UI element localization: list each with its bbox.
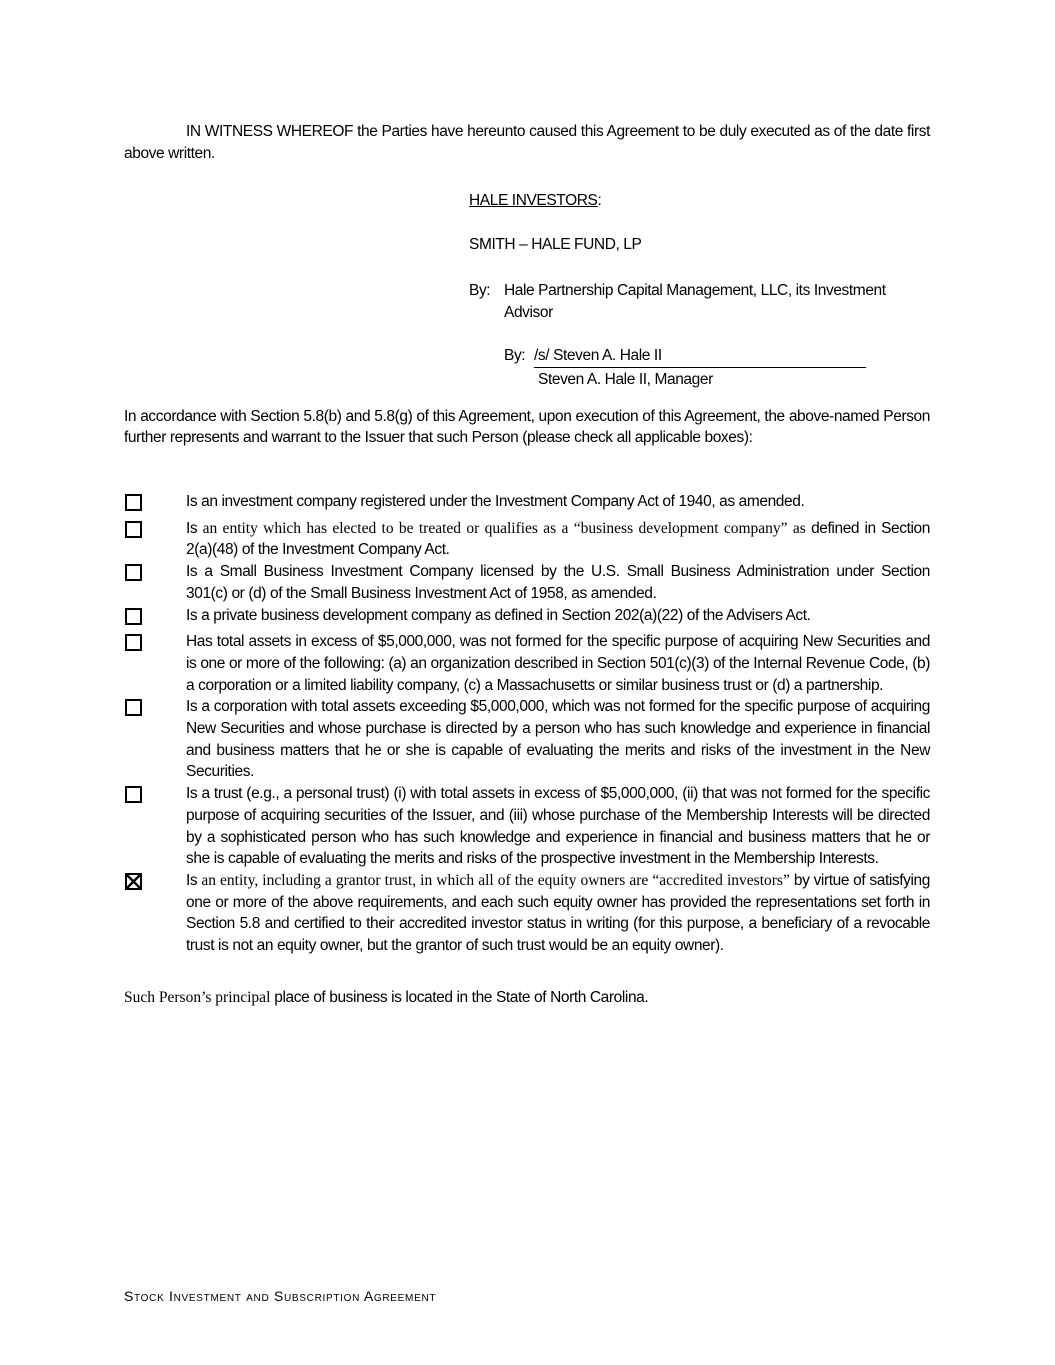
checkbox[interactable] xyxy=(125,521,142,538)
signature-heading-text: HALE INVESTORS xyxy=(469,192,598,210)
checklist-item-entity-accredited-investors xyxy=(124,870,930,957)
checkbox-cell xyxy=(124,696,186,783)
checkbox-cell xyxy=(124,783,186,870)
item-text-lead: Is a Small Business Investment Company licensed by the U.S. Small Business Administration under Section 301(c) or (d) of the Small Business Investment Act of 1958, as amended. xyxy=(186,563,930,602)
signature-line[interactable]: /s/ Steven A. Hale II xyxy=(534,345,866,368)
checklist-item-text xyxy=(186,491,930,518)
checklist-item-small-business-investment-company xyxy=(124,561,930,604)
checklist-item-text xyxy=(186,561,930,604)
item-text-lead: Is a trust (e.g., a personal trust) (i) with total assets in excess of $5,000,000, (ii) that was not formed for the specific purpose of acquiring securities of the Issuer, and (iii) whose purchase of the Membership Interests will be directed by a sophisticated person who has such knowledge and experience in financial and business matters that he or she is capable of evaluating the merits and risks of the prospective investment in the Membership Interests. xyxy=(186,785,930,868)
checkbox-cell xyxy=(124,561,186,604)
checklist-item-text xyxy=(186,696,930,783)
checklist-item-text xyxy=(186,631,930,696)
item-text-lead: Is xyxy=(186,871,202,889)
by-label: By: xyxy=(469,281,491,299)
principal-place-paragraph xyxy=(124,987,930,1009)
by-line-advisor xyxy=(469,280,930,323)
checklist-item-business-development-company xyxy=(124,518,930,561)
checkbox-cell xyxy=(124,491,186,518)
checkbox[interactable] xyxy=(125,786,142,803)
checkbox[interactable] xyxy=(125,564,142,581)
witness-paragraph: IN WITNESS WHEREOF the Parties have hereunto caused this Agreement to be duly executed as of the date first above written. xyxy=(124,123,930,162)
document-footer-title: Stock Investment and Subscription Agreement xyxy=(124,1288,437,1304)
checkbox-cell xyxy=(124,870,186,957)
checkbox[interactable] xyxy=(125,494,142,511)
by-label-2: By: xyxy=(504,347,526,365)
checklist-item-text xyxy=(186,783,930,870)
item-text-rest: by virtue of satisfying one or more of the above requirements, and each such equity owner has provided the representations set forth in Section 5.8 and certified to their accredited investor status in writing (for this purpose, a beneficiary of a revocable trust is not an equity owner, but the grantor of such trust would be an equity owner). xyxy=(186,871,931,955)
checklist-item-corporation xyxy=(124,696,930,783)
item-text-lead: Is xyxy=(186,519,203,537)
item-text-lead: Is an investment company registered under the Investment Company Act of 1940, as amended. xyxy=(186,493,805,511)
signature-heading-colon: : xyxy=(597,192,602,210)
checklist-item-text xyxy=(186,605,930,632)
closing-sans-part: place of business is located in the State of North Carolina. xyxy=(274,988,649,1006)
signature-heading xyxy=(469,190,930,212)
checklist-item-investment-company xyxy=(124,491,930,518)
item-text-rest: defined in Section 2(a)(48) of the Investment Company Act. xyxy=(186,519,930,559)
item-text-lead: Is a private business development company as defined in Section 202(a)(22) of the Advisers Act. xyxy=(186,606,811,624)
advisor-name: Hale Partnership Capital Management, LLC, its Investment Advisor xyxy=(504,281,886,321)
item-text-serif: an entity, including a grantor trust, in which all of the equity owners are “accredited investors” xyxy=(201,871,794,889)
item-text-lead: Is a corporation with total assets exceeding $5,000,000, which was not formed for the specific purpose of acquiring New Securities and whose purchase is directed by a person who has such knowledge and experience in financial and business matters that he or she is capable of evaluating the merits and risks of the investment in the New Securities. xyxy=(186,698,930,781)
signer-name: Steven A. Hale II, Manager xyxy=(538,370,713,388)
checkbox[interactable] xyxy=(125,634,142,651)
checklist-item-trust xyxy=(124,783,930,870)
checkbox-cell xyxy=(124,518,186,561)
item-text-lead: Has total assets in excess of $5,000,000, was not formed for the specific purpose of acquiring New Securities and is one or more of the following: (a) an organization described in Section 501(c)(3) of the Internal Revenue Code, (b) a corporation or a limited liability company, (c) a Massachusetts or similar business trust or (d) a partnership. xyxy=(186,633,930,694)
checklist-item-private-business-development-company xyxy=(124,605,930,632)
by-line-signature xyxy=(504,345,930,368)
closing-serif-part: Such Person’s principal xyxy=(124,988,275,1006)
item-text-serif: an entity which has elected to be treated or qualifies as a “business development company” as xyxy=(202,519,812,537)
entity-name: SMITH – HALE FUND, LP xyxy=(469,236,642,254)
checklist-item-total-assets-organization xyxy=(124,631,930,696)
checkbox-cell xyxy=(124,605,186,632)
checkbox[interactable] xyxy=(125,608,142,625)
checklist xyxy=(124,491,930,957)
checklist-item-text xyxy=(186,518,930,561)
checkbox-checked[interactable] xyxy=(125,873,142,890)
checkbox-cell xyxy=(124,631,186,696)
checkbox[interactable] xyxy=(125,699,142,716)
representations-paragraph: In accordance with Section 5.8(b) and 5.8(g) of this Agreement, upon execution of this Agreement, the above-named Person further represents and warrant to the Issuer that such Person (please check all applicable boxes): xyxy=(124,407,930,447)
checklist-item-text xyxy=(186,870,930,957)
signature-block xyxy=(469,190,930,390)
